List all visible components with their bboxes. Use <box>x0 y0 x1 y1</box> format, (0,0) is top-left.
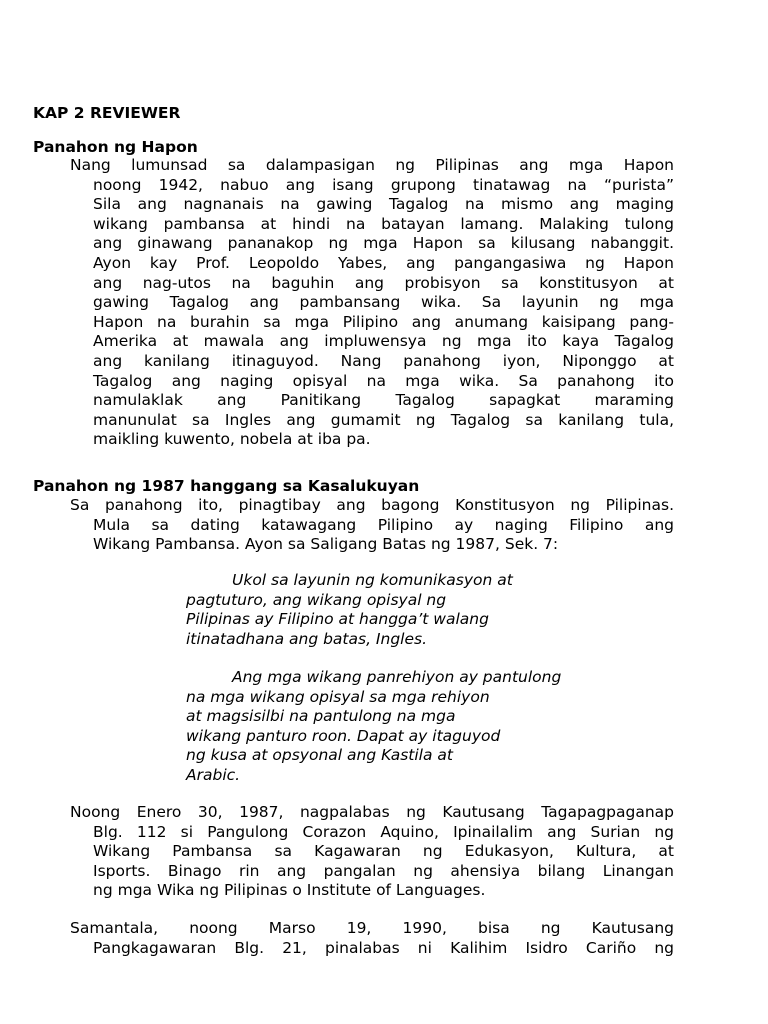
paragraph-line: Tagalog ang naging opisyal na mga wika. Sa panahong ito <box>93 371 674 390</box>
quote-line: pagtuturo, ang wikang opisyal ng <box>186 590 447 609</box>
paragraph-konstitusyon <box>70 496 674 555</box>
paragraph-line: Noong Enero 30, 1987, nagpalabas ng Kautusang Tagapagpaganap <box>70 803 674 821</box>
section-heading-1987: Panahon ng 1987 hanggang sa Kasalukuyan <box>33 477 420 495</box>
paragraph-line: Wikang Pambansa. Ayon sa Saligang Batas ng 1987, Sek. 7: <box>93 535 559 554</box>
paragraph-line: Ayon kay Prof. Leopoldo Yabes, ang pangangasiwa ng Hapon <box>93 253 674 272</box>
paragraph-line: ng mga Wika ng Pilipinas o Institute of Languages. <box>93 881 486 900</box>
document-title: KAP 2 REVIEWER <box>33 104 181 122</box>
paragraph-line: Sa panahong ito, pinagtibay ang bagong Konstitusyon ng Pilipinas. <box>70 496 674 514</box>
paragraph-panahon-ng-hapon <box>70 156 674 450</box>
quote-line: na mga wikang opisyal sa mga rehiyon <box>186 687 490 706</box>
paragraph-line: Amerika at mawala ang impluwensya ng mga ito kaya Tagalog <box>93 332 674 351</box>
paragraph-line: noong 1942, nabuo ang isang grupong tinatawag na “purista” <box>93 175 674 194</box>
paragraph-marso-1990 <box>70 919 674 958</box>
paragraph-line: ang nag-utos na baguhin ang probisyon sa konstitusyon at <box>93 273 674 292</box>
quote-line: Ang mga wikang panrehiyon ay pantulong <box>232 668 562 686</box>
quote-line: wikang panturo roon. Dapat ay itaguyod <box>186 726 501 745</box>
paragraph-line: ang ginawang pananakop ng mga Hapon sa kilusang nabanggit. <box>93 234 674 253</box>
block-quote-wikang-panrehiyon <box>186 668 626 785</box>
quote-line: ng kusa at opsyonal ang Kastila at <box>186 746 453 764</box>
paragraph-line: manunulat sa Ingles ang gumamit ng Tagalog sa kanilang tula, <box>93 410 674 429</box>
paragraph-line: Wikang Pambansa sa Kagawaran ng Edukasyon, Kultura, at <box>93 842 674 861</box>
section-heading-panahon-ng-hapon: Panahon ng Hapon <box>33 138 198 156</box>
paragraph-line: Mula sa dating katawagang Pilipino ay naging Filipino ang <box>93 515 674 534</box>
paragraph-line: Pangkagawaran Blg. 21, pinalabas ni Kalihim Isidro Cariño ng <box>93 938 674 957</box>
paragraph-line: ang kanilang itinaguyod. Nang panahong iyon, Niponggo at <box>93 351 674 370</box>
paragraph-line: Blg. 112 si Pangulong Corazon Aquino, Ipinailalim ang Surian ng <box>93 822 674 841</box>
quote-line: Arabic. <box>186 765 241 784</box>
paragraph-line: Nang lumunsad sa dalampasigan ng Pilipinas ang mga Hapon <box>70 156 674 174</box>
paragraph-line: gawing Tagalog ang pambansang wika. Sa layunin ng mga <box>93 293 674 312</box>
paragraph-enero-1987 <box>70 803 674 901</box>
paragraph-line: Isports. Binago rin ang pangalan ng ahensiya bilang Linangan <box>93 861 674 880</box>
paragraph-line: maikling kuwento, nobela at iba pa. <box>93 430 371 449</box>
paragraph-line: Samantala, noong Marso 19, 1990, bisa ng Kautusang <box>70 919 674 937</box>
quote-line: Ukol sa layunin ng komunikasyon at <box>232 571 513 589</box>
quote-line: itinatadhana ang batas, Ingles. <box>186 629 428 648</box>
paragraph-line: wikang pambansa at hindi na batayan lamang. Malaking tulong <box>93 214 674 233</box>
quote-line: at magsisilbi na pantulong na mga <box>186 707 456 725</box>
paragraph-line: Hapon na burahin sa mga Pilipino ang anumang kaisipang pang- <box>93 312 674 331</box>
paragraph-line: namulaklak ang Panitikang Tagalog sapagkat maraming <box>93 391 674 410</box>
block-quote-wikang-opisyal <box>186 571 626 649</box>
quote-line: Pilipinas ay Filipino at hangga’t walang <box>186 610 489 628</box>
paragraph-line: Sila ang nagnanais na gawing Tagalog na mismo ang maging <box>93 195 674 214</box>
